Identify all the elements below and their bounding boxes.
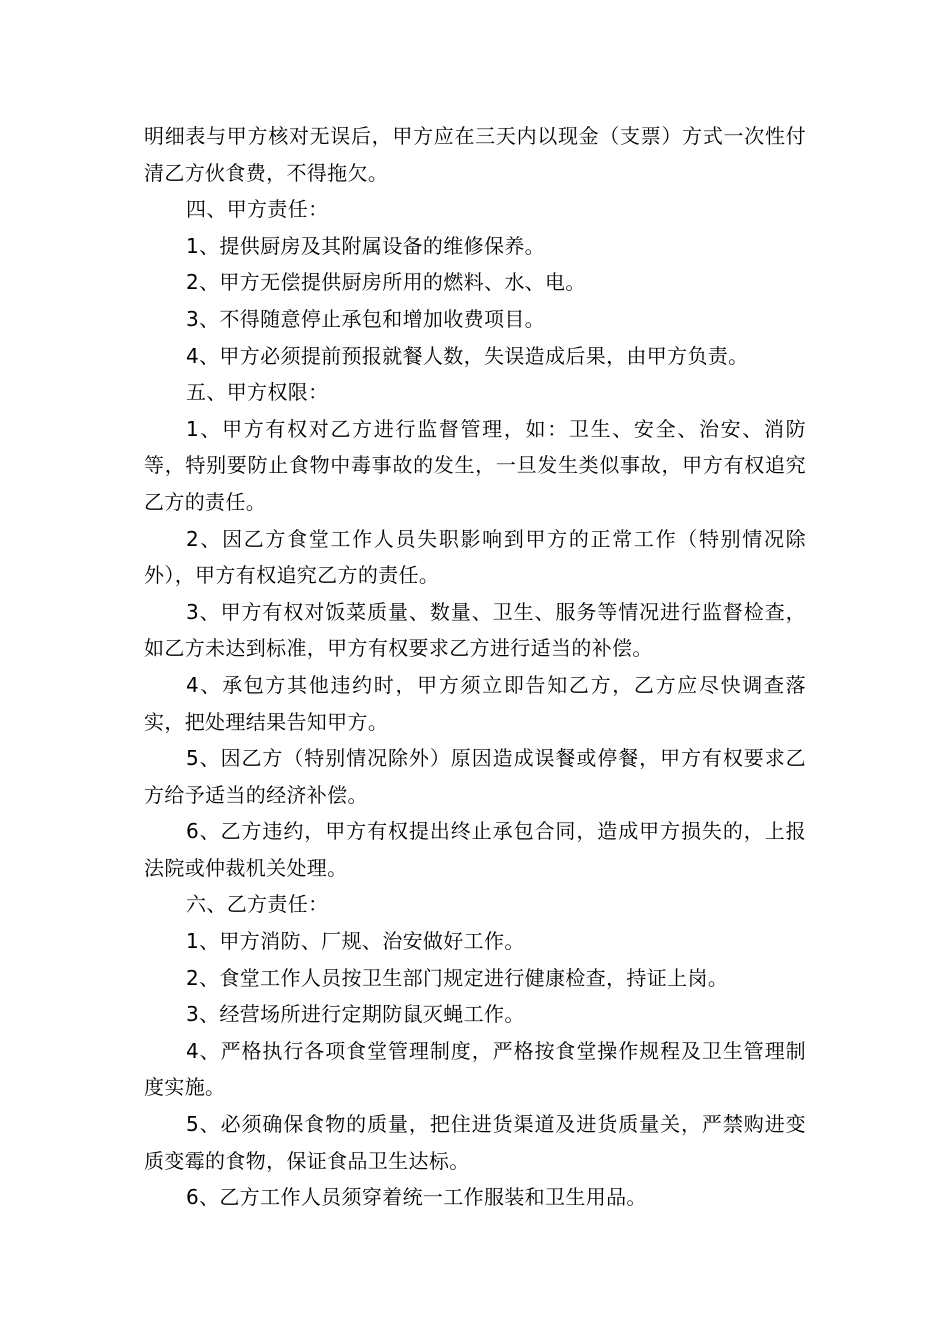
heading-party-a-responsibilities: 四、甲方责任： <box>186 197 329 222</box>
list-item: 3、不得随意停止承包和增加收费项目。 <box>186 306 546 331</box>
list-item: 4、严格执行各项食堂管理制度，严格按食堂操作规程及卫生管理制度实施。 <box>144 1038 806 1100</box>
list-item: 3、经营场所进行定期防鼠灭蝇工作。 <box>186 1002 525 1027</box>
heading-party-a-rights: 五、甲方权限： <box>186 380 329 405</box>
document-body <box>144 118 806 1216</box>
list-item: 6、乙方违约，甲方有权提出终止承包合同，造成甲方损失的，上报法院或仲裁机关处理。 <box>144 819 806 880</box>
list-item: 4、承包方其他违约时，甲方须立即告知乙方，乙方应尽快调查落实，把处理结果告知甲方。 <box>144 672 806 734</box>
list-item: 3、甲方有权对饭菜质量、数量、卫生、服务等情况进行监督检查，如乙方未达到标准，甲方有权要求乙方进行适当的补偿。 <box>144 599 806 661</box>
list-item: 5、因乙方（特别情况除外）原因造成误餐或停餐，甲方有权要求乙方给予适当的经济补偿。 <box>144 746 806 807</box>
list-item: 6、乙方工作人员须穿着统一工作服装和卫生用品。 <box>186 1185 647 1210</box>
paragraph-payment-continuation: 明细表与甲方核对无误后，甲方应在三天内以现金（支票）方式一次性付清乙方伙食费，不得拖欠。 <box>144 124 806 185</box>
list-item: 1、甲方有权对乙方进行监督管理，如：卫生、安全、治安、消防等，特别要防止食物中毒事故的发生，一旦发生类似事故，甲方有权追究乙方的责任。 <box>144 416 806 514</box>
list-item: 2、食堂工作人员按卫生部门规定进行健康检查，持证上岗。 <box>186 965 729 990</box>
heading-party-b-responsibilities: 六、乙方责任： <box>186 892 329 917</box>
list-item: 1、甲方消防、厂规、治安做好工作。 <box>186 929 525 954</box>
list-item: 5、必须确保食物的质量，把住进货渠道及进货质量关，严禁购进变质变霉的食物，保证食品卫生达标。 <box>144 1112 806 1173</box>
list-item: 1、提供厨房及其附属设备的维修保养。 <box>186 233 546 258</box>
list-item: 4、甲方必须提前预报就餐人数，失误造成后果，由甲方负责。 <box>186 343 749 368</box>
list-item: 2、甲方无偿提供厨房所用的燃料、水、电。 <box>186 270 586 295</box>
list-item: 2、因乙方食堂工作人员失职影响到甲方的正常工作（特别情况除外），甲方有权追究乙方的责任。 <box>144 526 806 588</box>
